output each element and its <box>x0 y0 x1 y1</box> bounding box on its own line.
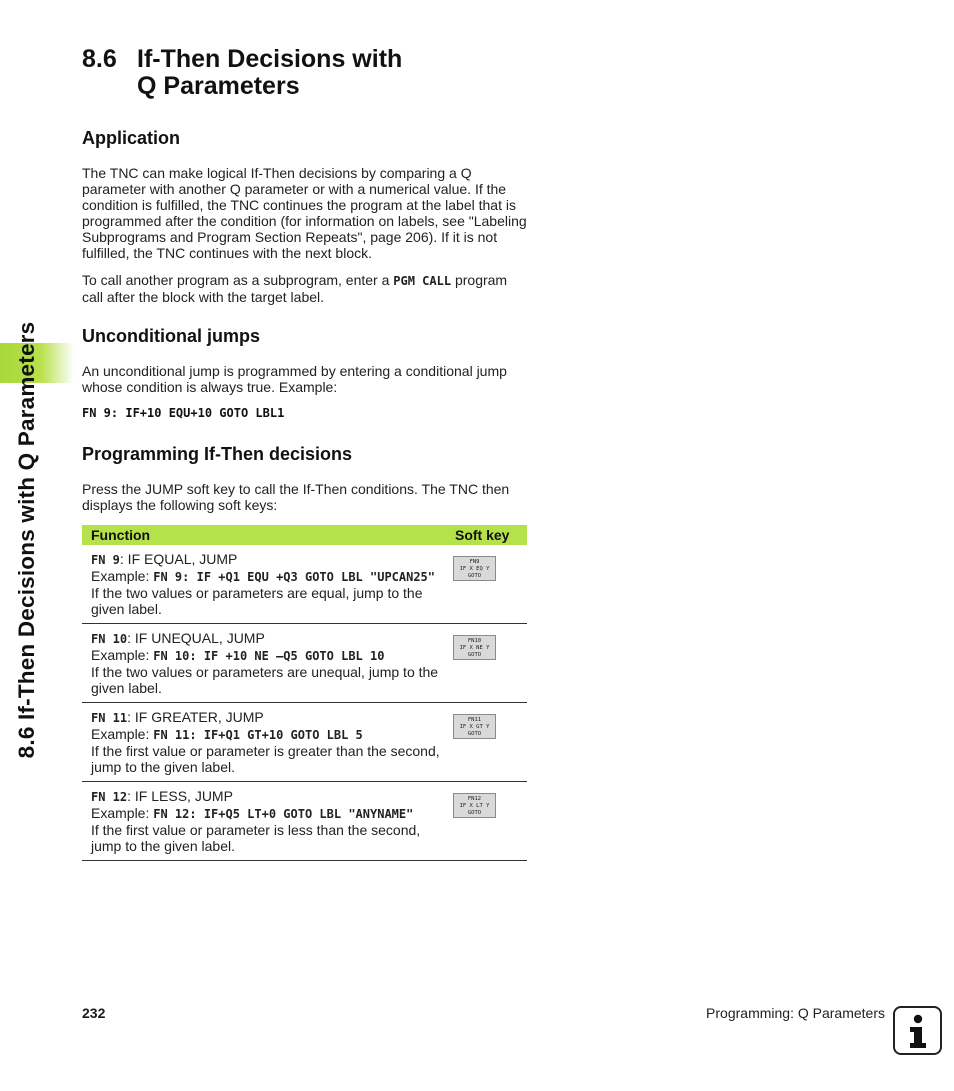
softkey-line2: IF X LT Y <box>459 803 490 809</box>
fn-code: FN 12 <box>91 790 128 804</box>
softkey-line1: FN10 <box>467 638 482 644</box>
page-number: 232 <box>82 1005 106 1021</box>
softkey-line3: GOTO <box>467 731 482 737</box>
page-title <box>82 46 402 100</box>
sidebar-chapter-title: 8.6 If-Then Decisions with Q Parameters <box>14 321 39 759</box>
softkey-line1: FN11 <box>467 717 482 723</box>
info-icon <box>893 1006 942 1055</box>
softkey-line2: IF X NE Y <box>459 645 490 651</box>
fn-code: FN 11 <box>91 711 128 725</box>
chapter-title-line1: If-Then Decisions with <box>137 45 403 73</box>
header-function: Function <box>91 527 151 543</box>
pgm-call-paragraph <box>82 272 527 305</box>
chapter-number: 8.6 <box>82 45 117 73</box>
table-row-fn10 <box>82 624 527 703</box>
softkey-table <box>82 525 527 861</box>
unconditional-paragraph: An unconditional jump is programmed by entering a conditional jump whose condition is always true. Example: <box>82 363 507 395</box>
softkey-line2: IF X EQ Y <box>459 566 490 572</box>
example-label: Example: <box>91 647 154 663</box>
softkey-line3: GOTO <box>467 573 482 579</box>
example-code: FN 10: IF +10 NE –Q5 GOTO LBL 10 <box>153 649 385 663</box>
row-text <box>91 551 441 617</box>
programming-paragraph: Press the JUMP soft key to call the If-Then conditions. The TNC then displays the following soft keys: <box>82 481 510 513</box>
application-paragraph: The TNC can make logical If-Then decisions by comparing a Q parameter with another Q parameter or with a numerical value. If the condition is fulfilled, the TNC continues the program at the label that is programmed after the condition (for information on labels, see "Labeling Subprograms and Program Section Repeats", page 206). If it is not fulfilled, the TNC continues with the next block. <box>82 165 527 261</box>
header-soft-key: Soft key <box>455 527 510 543</box>
info-glyph-icon <box>895 1008 940 1053</box>
softkey-line1: FN9 <box>469 559 480 565</box>
fn-name: : IF GREATER, JUMP <box>127 709 264 725</box>
fn-code: FN 9 <box>91 553 120 567</box>
row-text <box>91 788 441 854</box>
fn-name: : IF UNEQUAL, JUMP <box>127 630 265 646</box>
fn10-softkey[interactable] <box>453 635 496 660</box>
example-label: Example: <box>91 568 154 584</box>
pgm-call-text-post: program call after the block with the target label. <box>82 272 508 305</box>
fn11-softkey[interactable] <box>453 714 496 739</box>
table-row-fn12 <box>82 782 527 861</box>
example-code: FN 9: IF +Q1 EQU +Q3 GOTO LBL "UPCAN25" <box>153 570 436 584</box>
table-row-fn11 <box>82 703 527 782</box>
fn-name: : IF EQUAL, JUMP <box>119 551 238 567</box>
row-description: If the first value or parameter is greater than the second, jump to the given label. <box>91 743 440 775</box>
row-text <box>91 630 441 696</box>
footer-section-title: Programming: Q Parameters <box>706 1005 885 1021</box>
example-label: Example: <box>91 805 154 821</box>
heading-unconditional-jumps: Unconditional jumps <box>82 326 260 346</box>
pgm-call-text-pre: To call another program as a subprogram, enter a <box>82 272 394 288</box>
row-description: If the first value or parameter is less than the second, jump to the given label. <box>91 822 421 854</box>
softkey-line1: FN12 <box>467 796 482 802</box>
table-row-fn9 <box>82 545 527 624</box>
softkey-line3: GOTO <box>467 810 482 816</box>
softkey-line3: GOTO <box>467 652 482 658</box>
chapter-title-line2: Q Parameters <box>137 72 300 100</box>
row-description: If the two values or parameters are equal, jump to the given label. <box>91 585 423 617</box>
row-description: If the two values or parameters are unequal, jump to the given label. <box>91 664 439 696</box>
fn12-softkey[interactable] <box>453 793 496 818</box>
heading-programming-if-then: Programming If-Then decisions <box>82 444 353 464</box>
fn-code: FN 10 <box>91 632 128 646</box>
example-code: FN 12: IF+Q5 LT+0 GOTO LBL "ANYNAME" <box>153 807 414 821</box>
example-code: FN 11: IF+Q1 GT+10 GOTO LBL 5 <box>153 728 363 742</box>
pgm-call-code: PGM CALL <box>393 274 452 288</box>
fn-name: : IF LESS, JUMP <box>127 788 233 804</box>
example-label: Example: <box>91 726 154 742</box>
unconditional-example-code: FN 9: IF+10 EQU+10 GOTO LBL1 <box>82 406 285 420</box>
row-text <box>91 709 441 775</box>
table-header <box>82 525 527 545</box>
heading-application: Application <box>82 128 180 148</box>
softkey-line2: IF X GT Y <box>459 724 490 730</box>
fn9-softkey[interactable] <box>453 556 496 581</box>
